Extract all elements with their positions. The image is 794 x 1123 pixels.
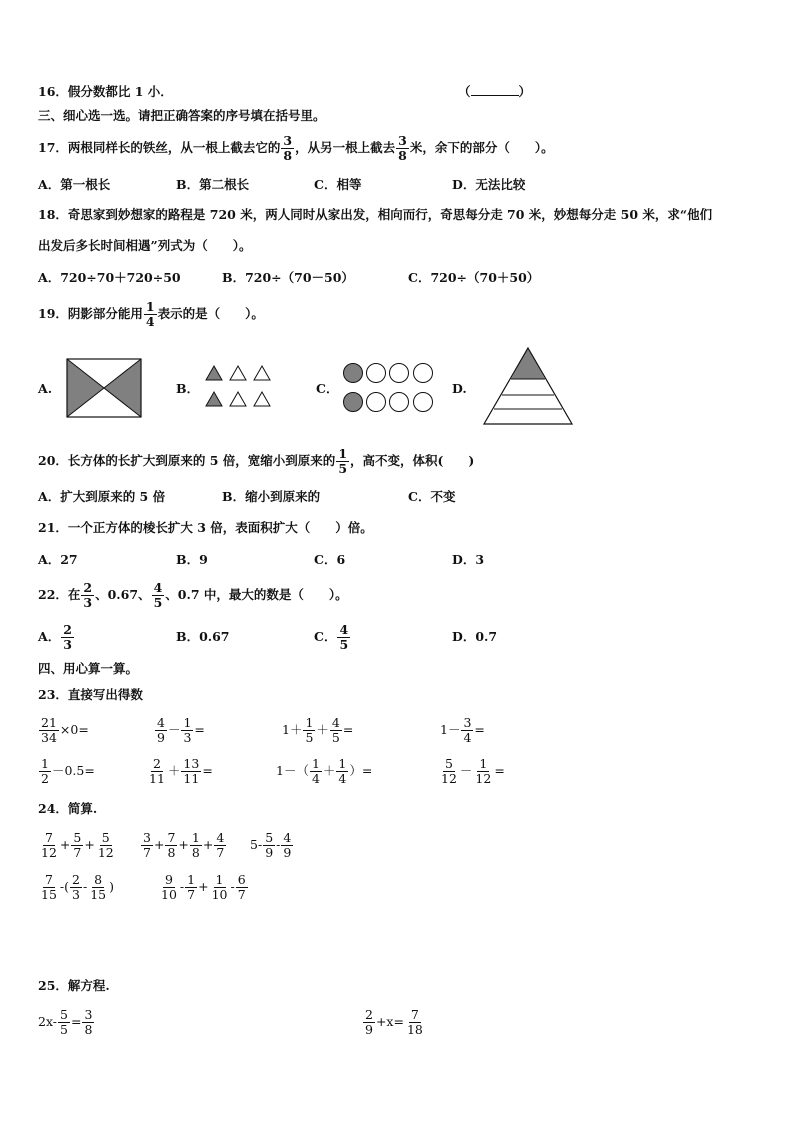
q24-expr-5[interactable]: $\frac{9}{10}$ - $\frac{1}{7}$ + $\frac{1}{10}$ - $\frac{6}{7}$ bbox=[161, 872, 246, 902]
q24-expr-2[interactable]: $\frac{3}{7}$ + $\frac{7}{8}$ + $\frac{1}{8}$ + $\frac{4}{7}$ bbox=[143, 830, 225, 860]
q18-option-a[interactable]: A．720÷70＋720÷50 bbox=[38, 270, 181, 285]
q22-frac1: $\frac{2}{3}$ bbox=[83, 580, 93, 610]
q21-option-d[interactable]: D．3 bbox=[452, 552, 485, 567]
q16-text: 16．假分数都比 1 小． bbox=[38, 84, 173, 99]
circle bbox=[367, 364, 386, 383]
q19-figure-c bbox=[340, 360, 438, 416]
circle bbox=[414, 393, 433, 412]
q16-answer-paren: （ ） bbox=[458, 84, 532, 99]
circle-shaded bbox=[344, 364, 363, 383]
q19-figure-a bbox=[66, 358, 142, 418]
q18-stem-line2: 出发后多长时间相遇”列式为（ ）。 bbox=[38, 238, 252, 253]
q22-option-a[interactable]: A． $\frac{2}{3}$ bbox=[38, 622, 72, 652]
q17-option-b[interactable]: B．第二根长 bbox=[176, 177, 250, 192]
q17-option-c[interactable]: C．相等 bbox=[314, 177, 362, 192]
q20-option-b[interactable]: B．缩小到原来的 bbox=[222, 489, 321, 504]
q17-option-a[interactable]: A．第一根长 bbox=[38, 177, 111, 192]
q25-equation-2[interactable]: $\frac{2}{9}$ +x= $\frac{7}{18}$ bbox=[365, 1007, 423, 1037]
q22-option-c[interactable]: C． $\frac{4}{5}$ bbox=[314, 622, 349, 652]
q19-option-d-label[interactable]: D. bbox=[452, 381, 467, 396]
q23-title: 23．直接写出得数 bbox=[38, 687, 143, 702]
q19-option-b-label[interactable]: B． bbox=[176, 381, 200, 396]
circle-shaded bbox=[344, 393, 363, 412]
q24-expr-3[interactable]: 5- $\frac{5}{9}$ - $\frac{4}{9}$ bbox=[250, 830, 292, 860]
q18-option-c[interactable]: C．720÷（70＋50） bbox=[408, 270, 540, 285]
q17-frac1: $\frac{3}{8}$ bbox=[283, 133, 293, 163]
q23-expr-3[interactable]: 1＋ $\frac{1}{5}$ ＋ $\frac{4}{5}$ = bbox=[282, 715, 354, 745]
circle bbox=[367, 393, 386, 412]
q19-option-a-label[interactable]: A. bbox=[38, 381, 53, 396]
q23-expr-4[interactable]: 1－ $\frac{3}{4}$ = bbox=[440, 715, 485, 745]
q23-expr-5[interactable]: $\frac{1}{2}$ －0.5= bbox=[41, 756, 95, 786]
q16-answer-blank[interactable] bbox=[471, 83, 519, 96]
q18-option-b[interactable]: B．720÷（70－50） bbox=[222, 270, 354, 285]
q25-title: 25．解方程. bbox=[38, 978, 110, 993]
q17-option-d[interactable]: D．无法比较 bbox=[452, 177, 526, 192]
q22-option-b[interactable]: B．0.67 bbox=[176, 629, 230, 644]
q20-frac: $\frac{1}{5}$ bbox=[338, 446, 348, 476]
q19-figure-b bbox=[204, 364, 272, 410]
q22-frac2: $\frac{4}{5}$ bbox=[153, 580, 163, 610]
triangle bbox=[230, 366, 246, 380]
triangle bbox=[230, 392, 246, 406]
triangle bbox=[254, 366, 270, 380]
q17-stem: 17．两根同样长的铁丝，从一根上截去它的 $\frac{3}{8}$ ，从另一根上截去 $\frac{3}{8}$ 米，余下的部分（ ）。 bbox=[38, 133, 554, 163]
q21-option-c[interactable]: C．6 bbox=[314, 552, 346, 567]
q23-expr-1[interactable]: $\frac{21}{34}$ ×0= bbox=[41, 715, 89, 745]
q18-stem-line1: 18．奇思家到妙想家的路程是 720 米，两人同时从家出发，相向而行，奇思每分走 70 米，妙想每分走 50 米，求“他们 bbox=[38, 207, 713, 222]
triangle bbox=[254, 392, 270, 406]
q19-figure-d bbox=[482, 346, 574, 426]
q25-equation-1[interactable]: 2x- $\frac{5}{5}$ = $\frac{3}{8}$ bbox=[38, 1007, 93, 1037]
q23-expr-2[interactable]: $\frac{4}{9}$ － $\frac{1}{3}$ = bbox=[157, 715, 205, 745]
q24-expr-4[interactable]: $\frac{7}{15}$ -( $\frac{2}{3}$ - $\frac{8}{15}$ ) bbox=[41, 872, 114, 902]
q20-option-c[interactable]: C．不变 bbox=[408, 489, 456, 504]
triangle-shaded bbox=[206, 366, 222, 380]
q24-expr-1[interactable]: $\frac{7}{12}$ + $\frac{5}{7}$ + $\frac{5}{12}$ bbox=[41, 830, 114, 860]
q24-title: 24．简算. bbox=[38, 801, 98, 816]
q22-stem: 22．在 $\frac{2}{3}$ 、0.67、 $\frac{4}{5}$ 、0.7 中，最大的数是（ ）。 bbox=[38, 580, 348, 610]
circle bbox=[414, 364, 433, 383]
q23-expr-8[interactable]: $\frac{5}{12}$ － $\frac{1}{12}$ = bbox=[441, 756, 505, 786]
q23-expr-6[interactable]: $\frac{2}{11}$ ＋ $\frac{13}{11}$ = bbox=[149, 756, 213, 786]
q20-option-a[interactable]: A．扩大到原来的 5 倍 bbox=[38, 489, 166, 504]
circle bbox=[390, 364, 409, 383]
q17-frac2: $\frac{3}{8}$ bbox=[398, 133, 407, 163]
q21-option-b[interactable]: B．9 bbox=[176, 552, 208, 567]
q22-option-d[interactable]: D．0.7 bbox=[452, 629, 498, 644]
triangle-shaded bbox=[206, 392, 222, 406]
section4-title: 四、用心算一算。 bbox=[38, 661, 139, 676]
q21-stem: 21．一个正方体的棱长扩大 3 倍，表面积扩大（ ）倍。 bbox=[38, 520, 373, 535]
q19-stem: 19．阴影部分能用 $\frac{1}{4}$ 表示的是（ ）。 bbox=[38, 299, 264, 329]
q21-option-a[interactable]: A．27 bbox=[38, 552, 78, 567]
circle bbox=[390, 393, 409, 412]
q19-option-c-label[interactable]: C． bbox=[316, 381, 339, 396]
q19-frac: $\frac{1}{4}$ bbox=[145, 299, 155, 329]
section3-title: 三、细心选一选。请把正确答案的序号填在括号里。 bbox=[38, 108, 326, 123]
q23-expr-7[interactable]: 1－（ $\frac{1}{4}$ ＋ $\frac{1}{4}$ ）= bbox=[276, 756, 373, 786]
q20-stem: 20．长方体的长扩大到原来的 5 倍，宽缩小到原来的 $\frac{1}{5}$ ，高不变，体积( ) bbox=[38, 446, 475, 476]
